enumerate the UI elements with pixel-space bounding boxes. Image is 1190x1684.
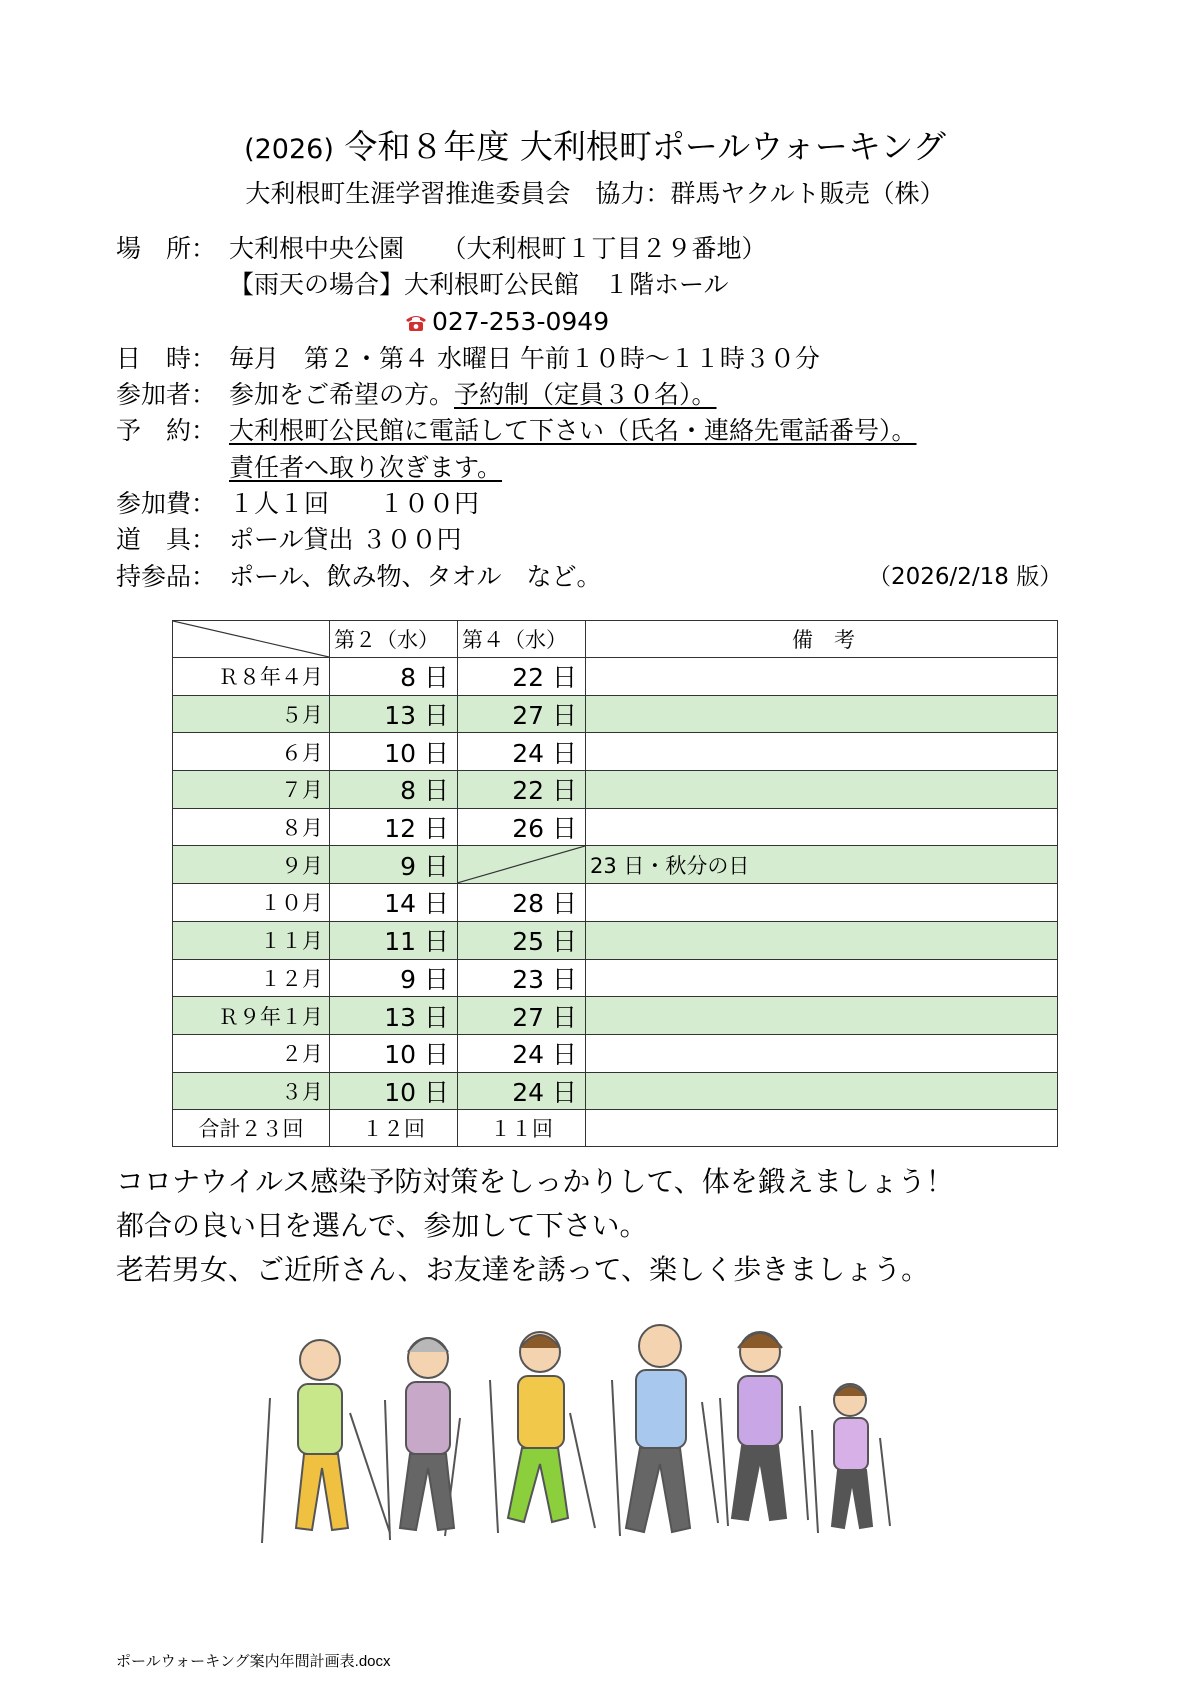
fee-value: １人１回 １００円 <box>229 489 480 518</box>
phone-number: 027-253-0949 <box>432 307 610 336</box>
row-2nd-wed: 8 日 <box>330 658 458 696</box>
footer-filename: ポールウォーキング案内年間計画表.docx <box>116 1653 391 1670</box>
walker-woman <box>720 1332 808 1526</box>
row-month: ２月 <box>173 1034 330 1072</box>
title-year: (2026) <box>244 134 334 165</box>
row-month: １２月 <box>173 959 330 997</box>
reservation-value: 大利根町公民館に電話して下さい（氏名・連絡先電話番号）。 <box>229 416 917 445</box>
walker-girl <box>812 1384 890 1533</box>
row-4th-wed: 27 日 <box>458 695 586 733</box>
row-2nd-wed: 10 日 <box>330 1072 458 1110</box>
reservation-label: 予 約： <box>116 416 217 445</box>
row-remark <box>586 997 1058 1035</box>
bring-line <box>116 560 602 594</box>
table-corner <box>173 621 330 658</box>
table-row <box>173 733 1058 771</box>
total-label: 合計２３回 <box>173 1110 330 1147</box>
row-remark <box>586 884 1058 922</box>
page-title <box>0 126 1190 171</box>
row-4th-wed: 24 日 <box>458 1034 586 1072</box>
row-month: Ｒ８年４月 <box>173 658 330 696</box>
reservation-line <box>116 414 917 448</box>
datetime-value: 毎月 第２・第４ 水曜日 午前１０時～１１時３０分 <box>229 344 820 373</box>
table-row <box>173 921 1058 959</box>
walker-elderly-man <box>262 1340 390 1543</box>
table-row <box>173 658 1058 696</box>
row-4th-wed: 24 日 <box>458 1072 586 1110</box>
row-4th-wed: 27 日 <box>458 997 586 1035</box>
row-2nd-wed: 9 日 <box>330 846 458 884</box>
table-row <box>173 846 1058 884</box>
row-remark <box>586 808 1058 846</box>
telephone-icon <box>404 307 428 327</box>
table-row <box>173 1034 1058 1072</box>
total-remark <box>586 1110 1058 1147</box>
row-2nd-wed: 8 日 <box>330 771 458 809</box>
phone-line <box>404 305 609 339</box>
row-month: ６月 <box>173 733 330 771</box>
version-note: （2026/2/18 版） <box>868 564 1063 590</box>
row-2nd-wed: 10 日 <box>330 733 458 771</box>
table-row <box>173 771 1058 809</box>
row-4th-wed: 28 日 <box>458 884 586 922</box>
row-month: ８月 <box>173 808 330 846</box>
table-row <box>173 695 1058 733</box>
row-2nd-wed: 10 日 <box>330 1034 458 1072</box>
table-row <box>173 959 1058 997</box>
row-2nd-wed: 9 日 <box>330 959 458 997</box>
row-remark <box>586 658 1058 696</box>
tools-value: ポール貸出 ３００円 <box>229 525 462 554</box>
row-remark <box>586 733 1058 771</box>
row-month: ７月 <box>173 771 330 809</box>
row-4th-wed-cancelled <box>458 846 586 884</box>
participants-line <box>116 378 717 412</box>
place-label: 場 所： <box>116 234 217 263</box>
title-text: 令和８年度 大利根町ポールウォーキング <box>344 127 946 166</box>
row-remark <box>586 1034 1058 1072</box>
fee-label: 参加費： <box>116 489 217 518</box>
place-value: 大利根中央公園 （大利根町１丁目２９番地） <box>229 234 767 263</box>
row-month: ３月 <box>173 1072 330 1110</box>
row-4th-wed: 25 日 <box>458 921 586 959</box>
walkers-illustration <box>240 1318 940 1558</box>
row-2nd-wed: 12 日 <box>330 808 458 846</box>
row-remark <box>586 771 1058 809</box>
datetime-line <box>116 342 820 376</box>
header-4th-wed: 第４（水） <box>458 621 586 658</box>
table-row <box>173 997 1058 1035</box>
row-4th-wed: 26 日 <box>458 808 586 846</box>
table-row <box>173 1072 1058 1110</box>
row-remark <box>586 695 1058 733</box>
walker-elderly-woman <box>385 1338 460 1540</box>
row-month: Ｒ９年１月 <box>173 997 330 1035</box>
datetime-label: 日 時： <box>116 344 217 373</box>
row-month: １０月 <box>173 884 330 922</box>
fee-line <box>116 487 479 521</box>
message-line-2: 都合の良い日を選んで、参加して下さい。 <box>116 1209 648 1242</box>
tools-line <box>116 523 461 557</box>
row-remark <box>586 959 1058 997</box>
row-4th-wed: 22 日 <box>458 771 586 809</box>
row-2nd-wed: 13 日 <box>330 695 458 733</box>
row-2nd-wed: 14 日 <box>330 884 458 922</box>
row-month: ９月 <box>173 846 330 884</box>
message-line-1: コロナウイルス感染予防対策をしっかりして、体を鍛えましょう！ <box>116 1165 954 1198</box>
row-remark <box>586 921 1058 959</box>
row-remark: 23 日・秋分の日 <box>586 846 1058 884</box>
place-line <box>116 232 767 266</box>
tools-label: 道 具： <box>116 525 217 554</box>
header-2nd-wed: 第２（水） <box>330 621 458 658</box>
reservation-value-2: 責任者へ取り次ぎます。 <box>229 453 503 482</box>
message-line-3: 老若男女、ご近所さん、お友達を誘って、楽しく歩きましょう。 <box>116 1253 930 1286</box>
row-2nd-wed: 11 日 <box>330 921 458 959</box>
total-row <box>173 1110 1058 1147</box>
walker-young-man <box>490 1332 595 1533</box>
row-remark <box>586 1072 1058 1110</box>
participants-label: 参加者： <box>116 380 217 409</box>
walker-middle-aged-man <box>612 1325 718 1536</box>
table-row <box>173 808 1058 846</box>
row-4th-wed: 22 日 <box>458 658 586 696</box>
row-4th-wed: 24 日 <box>458 733 586 771</box>
bring-value: ポール、飲み物、タオル など。 <box>229 562 602 591</box>
reservation-line-2 <box>116 451 502 485</box>
reservation-note: 予約制（定員３０名）。 <box>454 380 717 409</box>
row-2nd-wed: 13 日 <box>330 997 458 1035</box>
bring-label: 持参品： <box>116 562 217 591</box>
organizer-line: 大利根町生涯学習推進委員会 協力：群馬ヤクルト販売（株） <box>245 179 945 208</box>
table-row <box>173 884 1058 922</box>
participants-value: 参加をご希望の方。 <box>229 380 455 409</box>
total-2nd-wed: １２回 <box>330 1110 458 1147</box>
total-4th-wed: １１回 <box>458 1110 586 1147</box>
schedule-table <box>172 620 1058 1147</box>
header-remarks: 備 考 <box>586 621 1058 658</box>
row-month: １１月 <box>173 921 330 959</box>
rain-venue: 【雨天の場合】大利根町公民館 １階ホール <box>229 270 729 299</box>
row-4th-wed: 23 日 <box>458 959 586 997</box>
row-month: ５月 <box>173 695 330 733</box>
